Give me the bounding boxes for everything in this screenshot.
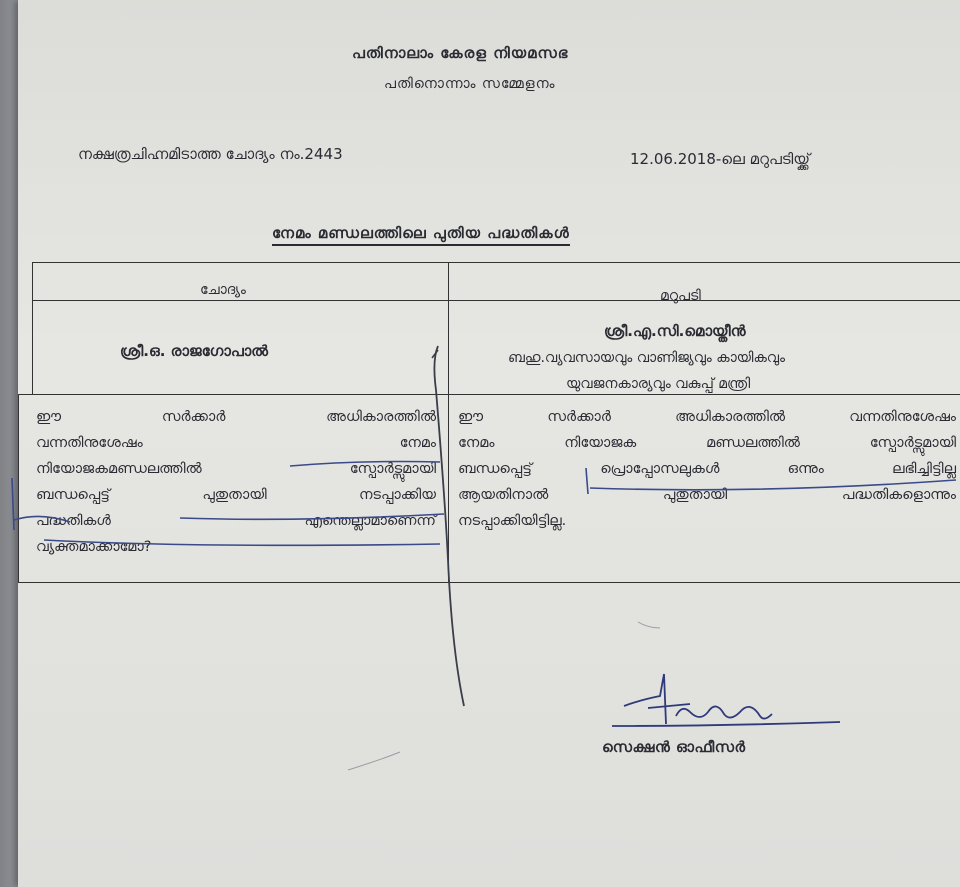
text-word: സർക്കാർ [547,409,611,425]
text-word: ബന്ധപ്പെട്ട് [458,461,532,477]
question-column-label: ചോദ്യം [200,282,246,298]
text-word: നടപ്പാക്കിയിട്ടില്ല. [458,513,567,529]
text-word: ഈ [36,409,62,425]
session-title: പതിനൊന്നാം സമ്മേളനം [384,76,556,92]
text-word: ഈ [458,409,484,425]
text-word: എന്തെല്ലാമാണെന്ന് [304,513,436,529]
text-word: സ്പോർട്സുമായി [349,461,436,477]
text-word: വ്യക്തമാക്കാമോ? [36,539,152,555]
text-word: ആയതിനാൽ [458,487,549,503]
answer-date: 12.06.2018-ലെ മറുപടിയ്ക്ക് [630,150,810,168]
text-word: സ്പോർട്സുമായി [869,435,956,451]
minister-name: ശ്രീ.എ.സി.മൊയ്തീൻ [604,322,746,340]
question-number: നക്ഷത്രചിഹ്നമിടാത്ത ചോദ്യം നം.2443 [78,145,343,163]
pen-margin-mark [12,478,14,530]
text-word: പുതുതായി [662,487,728,503]
text-word: നടപ്പാക്കിയ [358,487,436,503]
text-word: നേമം [399,435,436,451]
pen-underline [180,514,444,519]
text-word: അധികാരത്തിൽ [675,409,786,425]
pen-underline [44,540,440,545]
text-word: ബന്ധപ്പെട്ട് [36,487,110,503]
subject-heading: നേമം മണ്ഡലത്തിലെ പുതിയ പദ്ധതികൾ [272,224,570,246]
signatory-title: സെക്ഷൻ ഓഫീസർ [602,738,746,756]
text-word: പ്രൊപ്പോസലുകൾ [600,461,720,477]
pen-margin-mark [586,468,588,494]
text-word: സർക്കാർ [161,409,226,425]
text-word: ലഭിച്ചിട്ടില്ല [892,461,956,477]
assembly-title: പതിനാലാം കേരള നിയമസഭ [352,44,569,62]
officer-signature [612,674,840,726]
text-word: പദ്ധതികൾ [36,513,111,529]
minister-portfolio-line2: യുവജനകാര്യവും വകുപ്പ് മന്ത്രി [566,376,751,392]
text-word: വന്നതിനുശേഷം [36,435,143,451]
questioner-name: ശ്രീ.ഒ. രാജഗോപാൽ [120,342,268,360]
text-word: വന്നതിനുശേഷം [849,409,956,425]
text-word: ഒന്നും [787,461,824,477]
text-word: പദ്ധതികളൊന്നും [841,487,956,503]
text-word: നിയോജകമണ്ഡലത്തിൽ [36,461,202,477]
text-word: നേമം [458,435,495,451]
pen-vertical-stroke [434,346,464,706]
answer-column-label: മറുപടി [660,288,701,304]
text-word: അധികാരത്തിൽ [326,409,436,425]
pen-underline [290,462,440,467]
pen-underline [14,516,70,522]
text-word: നിയോജക [564,435,637,451]
pen-underline [590,480,956,490]
text-word: മണ്ഡലത്തിൽ [706,435,800,451]
minister-portfolio-line1: ബഹു.വ്യവസായവും വാണിജ്യവും കായികവും [508,350,785,366]
text-word: പുതുതായി [202,487,267,503]
